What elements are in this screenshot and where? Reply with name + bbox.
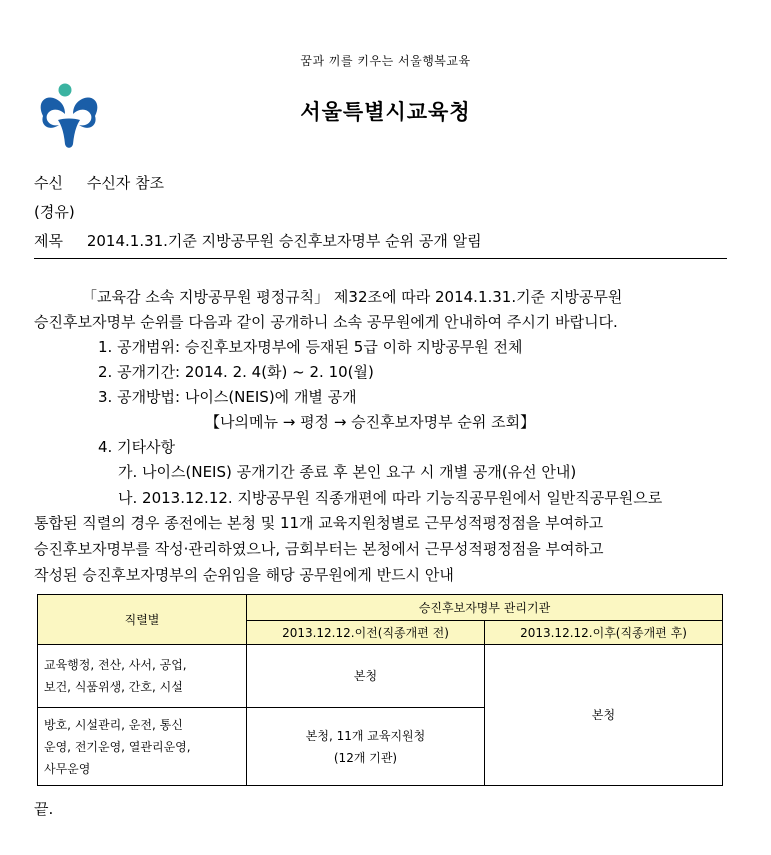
- end-mark: 끝.: [34, 800, 54, 818]
- row2-series: [38, 708, 247, 786]
- intro-line-2: 승진후보자명부 순위를 다음과 같이 공개하니 소속 공무원에게 안내하여 주시기 바랍니다.: [34, 313, 618, 331]
- recipient-label: 수신: [34, 174, 63, 192]
- item-3-menu-path: 【나의메뉴 → 평정 → 승진후보자명부 순위 조회】: [205, 413, 536, 431]
- management-table: [37, 594, 723, 786]
- item-2: 2. 공개기간: 2014. 2. 4(화) ~ 2. 10(월): [98, 363, 374, 381]
- item-3: 3. 공개방법: 나이스(NEIS)에 개별 공개: [98, 388, 357, 406]
- table-row: [38, 645, 723, 708]
- after-merged: 본청: [485, 645, 723, 786]
- row1-series-line1: 교육행정, 전산, 사서, 공업,: [44, 658, 187, 672]
- row2-before-line1: 본청, 11개 교육지원청: [305, 728, 426, 743]
- recipient-row: [34, 172, 164, 193]
- item-4-b-line-2: 통합된 직렬의 경우 종전에는 본청 및 11개 교육지원청별로 근무성적평정점을 부여하고: [34, 514, 604, 532]
- item-4: 4. 기타사항: [98, 438, 176, 456]
- row1-series-line2: 보건, 식품위생, 간호, 시설: [44, 680, 183, 694]
- header-series: 직렬별: [38, 595, 247, 645]
- header-manager: 승진후보자명부 관리기관: [247, 595, 723, 621]
- header-divider: [34, 258, 727, 259]
- row2-before-line2: (12개 기관): [333, 750, 398, 765]
- via-label: (경유): [34, 203, 75, 221]
- item-4-b-line-4: 작성된 승진후보자명부의 순위임을 해당 공무원에게 반드시 안내: [34, 566, 454, 584]
- row1-before: 본청: [247, 645, 485, 708]
- subject-label: 제목: [34, 232, 63, 250]
- item-4-a: 가. 나이스(NEIS) 공개기간 종료 후 본인 요구 시 개별 공개(유선 안내): [118, 463, 577, 481]
- row2-series-line1: 방호, 시설관리, 운전, 통신: [44, 717, 183, 732]
- recipient-value: 수신자 참조: [86, 174, 165, 192]
- item-4-b-line-1: 나. 2013.12.12. 지방공무원 직종개편에 따라 기능직공무원에서 일반직공무원으로: [118, 489, 663, 507]
- organization-title: 서울특별시교육청: [300, 100, 471, 124]
- motto-text: 꿈과 끼를 키우는 서울행복교육: [300, 54, 471, 68]
- subject-value: 2014.1.31.기준 지방공무원 승진후보자명부 순위 공개 알림: [86, 232, 482, 250]
- row2-series-line2: 운영, 전기운영, 열관리운영,: [44, 739, 191, 754]
- intro-line-1: 「교육감 소속 지방공무원 평정규칙」 제32조에 따라 2014.1.31.기준 지방공무원: [82, 288, 623, 306]
- row1-series: [38, 645, 247, 708]
- header-after: 2013.12.12.이후(직종개편 후): [485, 621, 723, 645]
- header-before: 2013.12.12.이전(직종개편 전): [247, 621, 485, 645]
- row2-before: [247, 708, 485, 786]
- item-1: 1. 공개범위: 승진후보자명부에 등재된 5급 이하 지방공무원 전체: [98, 338, 523, 356]
- subject-row: [34, 230, 482, 251]
- row2-series-line3: 사무운영: [44, 761, 91, 776]
- item-4-b-line-3: 승진후보자명부를 작성·관리하였으나, 금회부터는 본청에서 근무성적평정점을 부여하고: [34, 540, 604, 558]
